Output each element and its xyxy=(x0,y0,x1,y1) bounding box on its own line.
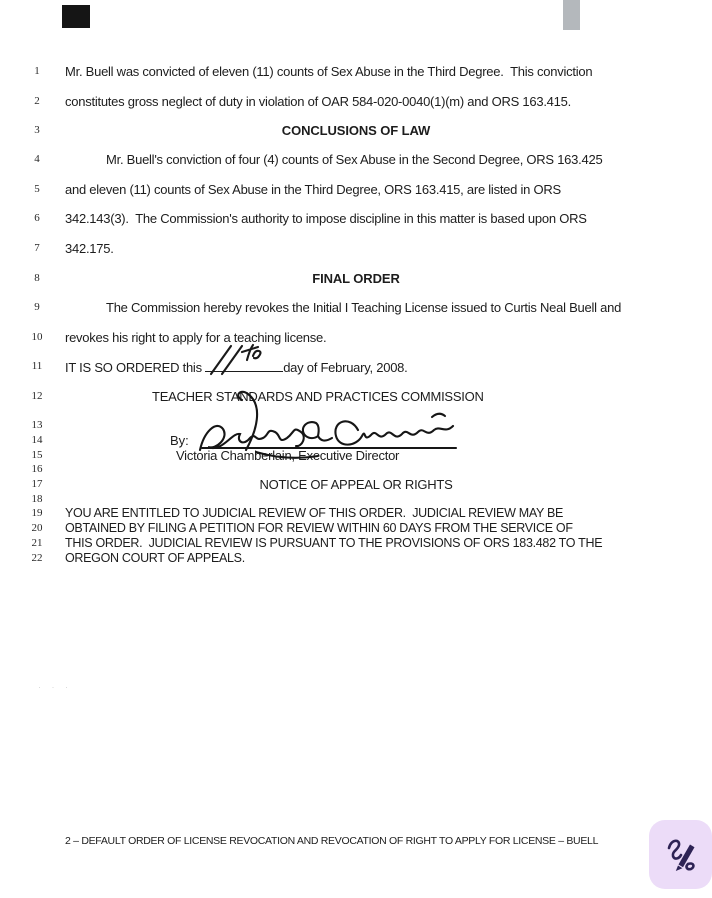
line-number: 15 xyxy=(31,449,43,461)
document-line xyxy=(0,211,712,227)
line-number: 17 xyxy=(31,478,43,490)
line-number: 20 xyxy=(31,522,43,534)
by-label: By: xyxy=(170,433,189,448)
line-number: 10 xyxy=(31,331,43,343)
document-line xyxy=(0,300,712,316)
document-line xyxy=(0,477,712,493)
annotate-button[interactable] xyxy=(649,820,712,889)
line-number: 3 xyxy=(34,124,40,136)
ordered-text-before: IT IS SO ORDERED this xyxy=(65,360,206,375)
document-line xyxy=(0,536,712,552)
page-footer: 2 – DEFAULT ORDER OF LICENSE REVOCATION AND REVOCATION OF RIGHT TO APPLY FOR LICENSE – BUELL xyxy=(65,835,599,847)
line-number: 4 xyxy=(34,153,40,165)
document-line xyxy=(0,123,712,139)
section-heading: NOTICE OF APPEAL OR RIGHTS xyxy=(259,477,453,492)
ordered-text-after: day of February, 2008. xyxy=(283,360,408,375)
document-line xyxy=(0,330,712,346)
line-text: OREGON COURT OF APPEALS. xyxy=(65,551,245,565)
line-number: 21 xyxy=(31,537,43,549)
line-number: 14 xyxy=(31,434,43,446)
document-line xyxy=(0,271,712,287)
line-text: revokes his right to apply for a teaching license. xyxy=(65,330,327,345)
line-text: and eleven (11) counts of Sex Abuse in the Third Degree, ORS 163.415, are listed in ORS xyxy=(65,182,561,197)
document-line xyxy=(0,521,712,537)
line-number: 2 xyxy=(34,95,40,107)
line-text: Mr. Buell's conviction of four (4) counts of Sex Abuse in the Second Degree, ORS 163.425 xyxy=(106,152,603,167)
document-line xyxy=(0,182,712,198)
line-number: 1 xyxy=(34,65,40,77)
scan-mark-top-right xyxy=(563,0,580,30)
commission-name: TEACHER STANDARDS AND PRACTICES COMMISSION xyxy=(152,389,484,404)
line-number: 19 xyxy=(31,507,43,519)
line-number: 5 xyxy=(34,183,40,195)
line-text: OBTAINED BY FILING A PETITION FOR REVIEW WITHIN 60 DAYS FROM THE SERVICE OF xyxy=(65,521,573,535)
line-number: 16 xyxy=(31,463,43,475)
section-heading: FINAL ORDER xyxy=(312,271,400,286)
document-line-ordered-date xyxy=(0,359,712,375)
line-text: 342.143(3). The Commission's authority to impose discipline in this matter is based upon ORS xyxy=(65,211,587,226)
document-line xyxy=(0,152,712,168)
section-heading: CONCLUSIONS OF LAW xyxy=(281,123,431,138)
signatory-title: Victoria Chamberlain, Executive Director xyxy=(176,448,400,463)
line-number: 6 xyxy=(34,212,40,224)
line-text: constitutes gross neglect of duty in violation of OAR 584-020-0040(1)(m) and ORS 163.415. xyxy=(65,94,571,109)
line-number: 7 xyxy=(34,242,40,254)
document-line xyxy=(0,551,712,567)
document-line xyxy=(0,94,712,110)
line-number: 18 xyxy=(31,493,43,505)
scan-mark-top-left xyxy=(62,5,90,28)
line-text: The Commission hereby revokes the Initial I Teaching License issued to Curtis Neal Buell and xyxy=(106,300,622,315)
line-number: 12 xyxy=(31,390,43,402)
line-number: 9 xyxy=(34,301,40,313)
line-text: 342.175. xyxy=(65,241,114,256)
scan-mark-faint-dots: · · · xyxy=(38,682,72,692)
line-text: YOU ARE ENTITLED TO JUDICIAL REVIEW OF THIS ORDER. JUDICIAL REVIEW MAY BE xyxy=(65,506,564,520)
document-line xyxy=(0,462,712,478)
handwritten-date-11th xyxy=(203,341,275,377)
line-number: 8 xyxy=(34,272,40,284)
victoria-chamberlain-signature xyxy=(150,390,470,462)
line-number: 11 xyxy=(31,360,43,372)
line-number: 22 xyxy=(31,552,43,564)
line-text: Mr. Buell was convicted of eleven (11) counts of Sex Abuse in the Third Degree. This conviction xyxy=(65,64,593,79)
line-text: THIS ORDER. JUDICIAL REVIEW IS PURSUANT TO THE PROVISIONS OF ORS 183.482 TO THE xyxy=(65,536,603,550)
line-number: 13 xyxy=(31,419,43,431)
pen-scribble-icon xyxy=(663,835,699,874)
document-line xyxy=(0,64,712,80)
document-line xyxy=(0,241,712,257)
document-line xyxy=(0,506,712,522)
